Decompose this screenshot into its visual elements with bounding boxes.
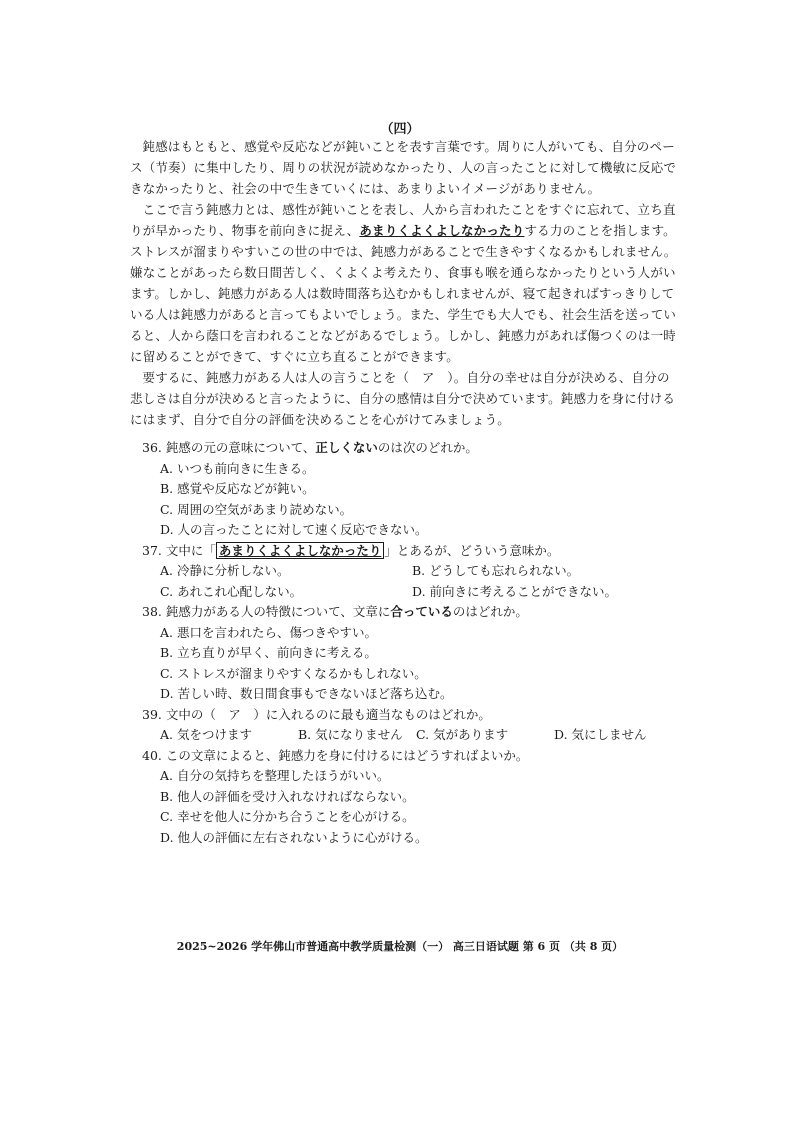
passage-paragraph-3: 要するに、鈍感力がある人は人の言うことを（ ア ）。自分の幸せは自分が決める、自分の悲しさは自分が決めると言ったように、自分の感情は自分で決めています。鈍感力を身に付けるにはまず、自分で自分の評価を決めることを心がけてみましょう。	[130, 370, 676, 427]
option-a: A. 自分の気持ちを整理したほうがいい。	[160, 768, 390, 783]
question-36	[142, 438, 682, 541]
option-c: C. 周囲の空気があまり読めない。	[160, 501, 353, 517]
option-a: A. 悪口を言われたら、傷つきやすい。	[160, 624, 377, 640]
stem-boxed-phrase: あまりくよくよしなかったり	[216, 542, 385, 559]
stem-text: のはどれか。	[452, 604, 528, 619]
question-37	[142, 541, 682, 603]
section-title: （四）	[380, 122, 420, 137]
question-stem: 40. この文章によると、鈍感力を身に付けるにはどうすればよいか。	[142, 747, 529, 763]
stem-emphasis: 正しくない	[315, 440, 378, 455]
question-39	[142, 705, 682, 746]
stem-text: 38. 鈍感力がある人の特徴について、文章に	[142, 604, 391, 619]
stem-text: 37. 文中に「	[142, 542, 216, 558]
option-c: C. あれこれ心配しない。	[160, 583, 303, 599]
passage-p2-text-after: する力のことを指します。ストレスが溜まりやすいこの世の中では、鈍感力があることで生きやすくなるかもしれません。嫌なことがあったら数日間苦しく、くよくよ考えたり、食事も喉を通らなかったりという人がいます。しかし、鈍感力がある人は数時間落ち込むかもしれませんが、寝て起きればすっきりしている人は鈍感力があると言ってもよいでしょう。また、学生でも大人でも、社会生活を送っていると、人から蔭口を言われることなどがあるでしょう。しかし、鈍感力があれば傷つくのは一時に留めることができて、すぐに立ち直ることができます。	[130, 223, 677, 364]
option-d: D. 苦しい時、数日間食事もできないほど落ち込む。	[160, 686, 453, 701]
option-row	[160, 561, 682, 582]
question-list	[142, 438, 682, 848]
option-c: C. ストレスが溜まりやすくなるかもしれない。	[160, 665, 427, 681]
option-d: D. 人の言ったことに対して速く反応できない。	[160, 522, 428, 537]
option-d: D. 気にしません	[554, 727, 647, 742]
passage-p2-text-before: ここで言う鈍感力とは、感性が鈍いことを表し、人から言われたことをすぐに忘れて、立ち直りが早かったり、物事を前向きに捉え、	[130, 202, 676, 238]
stem-text: 」とあるが、どういう意味か。	[384, 542, 560, 558]
option-d: D. 前向きに考えることができない。	[412, 583, 618, 599]
option-b: B. 感覚や反応などが鈍い。	[160, 481, 315, 496]
passage-underlined-phrase: あまりくよくよしなかったり	[359, 223, 525, 238]
option-c: C. 気があります	[416, 727, 509, 742]
reading-passage	[130, 136, 682, 430]
page-footer: 2025~2026 学年佛山市普通高中教学质量检测（一） 高三日语试题 第 6 页 （共 8 页）	[176, 940, 624, 953]
question-38	[142, 602, 682, 705]
stem-text: のは次のどれか。	[377, 440, 478, 455]
option-a: A. いつも前向きに生きる。	[160, 460, 315, 476]
option-d: D. 他人の評価に左右されないように心がける。	[160, 829, 428, 845]
stem-emphasis: 合っている	[390, 604, 453, 619]
question-stem	[142, 438, 682, 459]
passage-paragraph-1: 鈍感はもともと、感覚や反応などが鈍いことを表す言葉です。周りに人がいても、自分のペース（节奏）に集中したり、周りの状況が読めなかったり、人の言ったことに対して機敏に反応できなかったりと、社会の中で生きていくには、あまりよいイメージがありません。	[130, 139, 677, 196]
option-row	[160, 725, 682, 746]
option-b: B. 他人の評価を受け入れなければならない。	[160, 788, 415, 804]
option-row	[160, 582, 682, 603]
question-40	[142, 746, 682, 849]
option-a: A. 気をつけます	[160, 727, 252, 742]
question-stem	[142, 541, 682, 562]
option-b: B. 立ち直りが早く、前向きに考える。	[160, 645, 377, 660]
question-stem	[142, 602, 682, 623]
stem-text: 36. 鈍感の元の意味について、	[142, 440, 316, 455]
option-b: B. どうしても忘れられない。	[412, 563, 580, 578]
option-c: C. 幸せを他人に分かち合うことを心がける。	[160, 809, 415, 824]
passage-paragraph-2	[130, 199, 682, 367]
question-stem: 39. 文中の（ ア ）に入れるのに最も適当なものはどれか。	[142, 706, 491, 722]
option-a: A. 冷静に分析しない。	[160, 563, 290, 578]
option-b: B. 気になりません	[298, 727, 403, 742]
